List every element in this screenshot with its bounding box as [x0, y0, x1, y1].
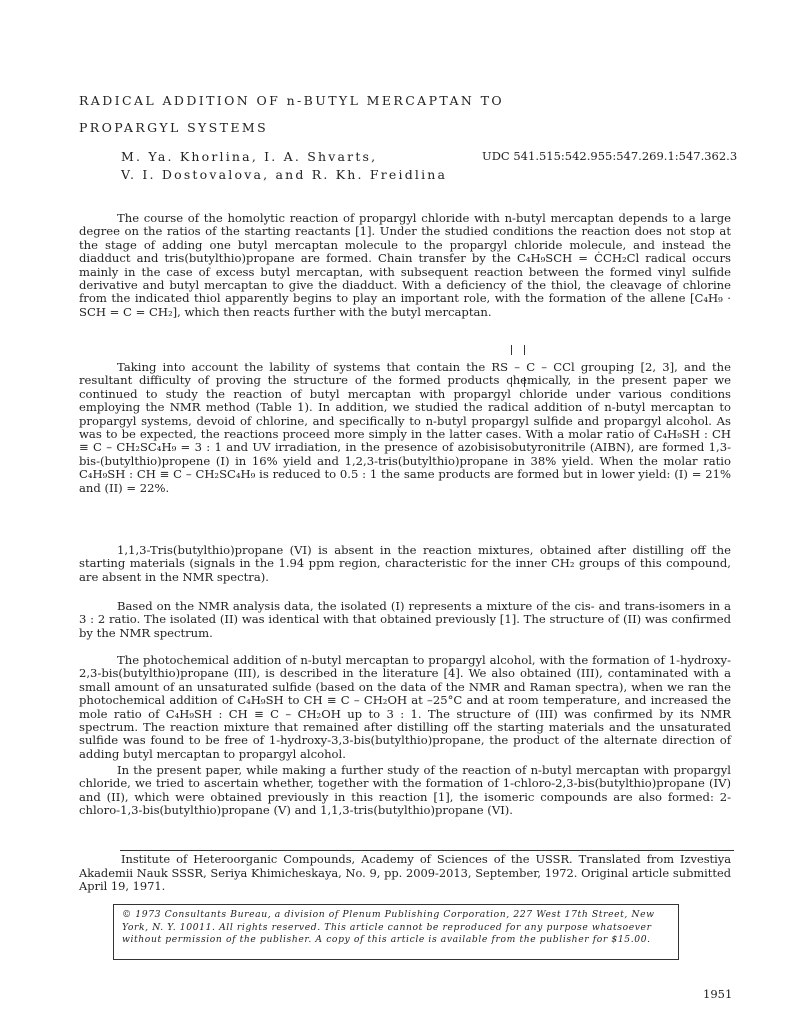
paragraph-2 [79, 361, 731, 495]
paragraph-1-text: The course of the homolytic reaction of propargyl chloride with n-butyl mercaptan depends to a large degree on the ratios of the starting reactants [1]. Under the studied conditions the reaction does not stop at the stage of adding one butyl mercaptan molecule to the propargyl chloride molecule, and instead the diadduct and tris(butylthio)propane are formed. Chain transfer by the C₄H₉SCH = ĊCH₂Cl radical occurs mainly in the case of excess butyl mercaptan, with subsequent reaction between the formed vinyl sulfide derivative and butyl mercaptan to give the diadduct. With a deficiency of the thiol, the cleavage of chlorine from the indicated thiol apparently begins to play an important role, with the formation of the allene [C₄H₉ · SCH = C = CH₂], which then reacts further with the butyl mercaptan. [79, 211, 731, 319]
paragraph-2-text: Taking into account the lability of systems that contain the RS – C – CCl grouping [2, 3], and the resultant difficulty of proving the structure of the formed products chemically, in the present paper we continued to study the reaction of butyl mercaptan with propargyl chloride under various conditions employing the NMR method (Table 1). In addition, we studied the radical addition of n-butyl mercaptan to propargyl systems, devoid of chlorine, and specifically to n-butyl propargyl sulfide and propargyl alcohol. As was to be expected, the reactions proceed more simply in the latter cases. With a molar ratio of C₄H₉SH : CH ≡ C – CH₂SC₄H₉ = 3 : 1 and UV irradiation, in the presence of azobisisobutyronitrile (AIBN), are formed 1,3-bis-(butylthio)propene (I) in 16% yield and 1,2,3-tris(butylthio)propane in 38% yield. When the molar ratio C₄H₉SH : CH ≡ C – CH₂SC₄H₉ is reduced to 0.5 : 1 the same products are formed but in lower yield: (I) = 21% and (II) = 22%. [79, 360, 731, 495]
copyright-text: © 1973 Consultants Bureau, a division of Plenum Publishing Corporation, 227 West 17th Street, New York, N. Y. 10011. All rights reserved. This article cannot be reproduced for any purpose whatsoever without permission of the publisher. A copy of this article is available from the publisher for $15.00. [122, 909, 655, 946]
article-title-line-2: PROPARGYL SYSTEMS [79, 120, 269, 135]
bond-tick-upper-2 [524, 345, 525, 355]
paragraph-4 [79, 600, 731, 640]
udc-code: UDC 541.515:542.955:547.269.1:547.362.3 [482, 149, 738, 163]
institution-footnote-text: Institute of Heteroorganic Compounds, Academy of Sciences of the USSR. Translated from Izvestiya Akademii Nauk SSSR, Seriya Khimicheskaya, No. 9, pp. 2009-2013, September, 1972. Original article submitted April 19, 1971. [79, 852, 731, 894]
paragraph-3-text: 1,1,3-Tris(butylthio)propane (VI) is absent in the reaction mixtures, obtained after distilling off the starting materials (signals in the 1.94 ppm region, characteristic for the inner CH₂ groups of this compound, are absent in the NMR spectra). [79, 543, 731, 584]
paragraph-5 [79, 654, 731, 761]
footnote-rule [120, 850, 734, 851]
paragraph-3 [79, 544, 731, 584]
paragraph-6 [79, 764, 731, 818]
authors-line-2: V. I. Dostovalova, and R. Kh. Freidlina [121, 167, 448, 182]
paragraph-1 [79, 212, 731, 319]
bond-tick-upper-1 [511, 345, 512, 355]
paragraph-5-text: The photochemical addition of n-butyl mercaptan to propargyl alcohol, with the formation of 1-hydroxy-2,3-bis(butylthio)propane (III), is described in the literature [4]. We also obtained (III), contaminated with a small amount of an unsaturated sulfide (based on the data of the NMR and Raman spectra), when we ran the photochemical addition of C₄H₉SH to CH ≡ C – CH₂OH at –25°C and at room temperature, and increased the mole ratio of C₄H₉SH : CH ≡ C – CH₂OH up to 3 : 1. The structure of (III) was confirmed by its NMR spectrum. The reaction mixture that remained after distilling off the starting materials and the unsaturated sulfide was found to be free of 1-hydroxy-3,3-bis(butylthio)propane, the product of the alternate direction of adding butyl mercaptan to propargyl alcohol. [79, 653, 731, 761]
paragraph-4-text: Based on the NMR analysis data, the isolated (I) represents a mixture of the cis- and trans-isomers in a 3 : 2 ratio. The isolated (II) was identical with that obtained previously [1]. The structure of (II) was confirmed by the NMR spectrum. [79, 599, 731, 640]
institution-footnote [79, 853, 731, 894]
article-title-line-1: RADICAL ADDITION OF n-BUTYL MERCAPTAN TO [79, 93, 504, 108]
copyright-box [113, 904, 679, 960]
authors-line-1: M. Ya. Khorlina, I. A. Shvarts, [121, 149, 378, 164]
page-number: 1951 [703, 987, 733, 1001]
paragraph-6-text: In the present paper, while making a further study of the reaction of n-butyl mercaptan with propargyl chloride, we tried to ascertain whether, together with the formation of 1-chloro-2,3-bis(butylthio)propane (IV) and (II), which were obtained previously in this reaction [1], the isomeric compounds are also formed: 2-chloro-1,3-bis(butylthio)propane (V) and 1,1,3-tris(butylthio)propane (VI). [79, 763, 731, 818]
